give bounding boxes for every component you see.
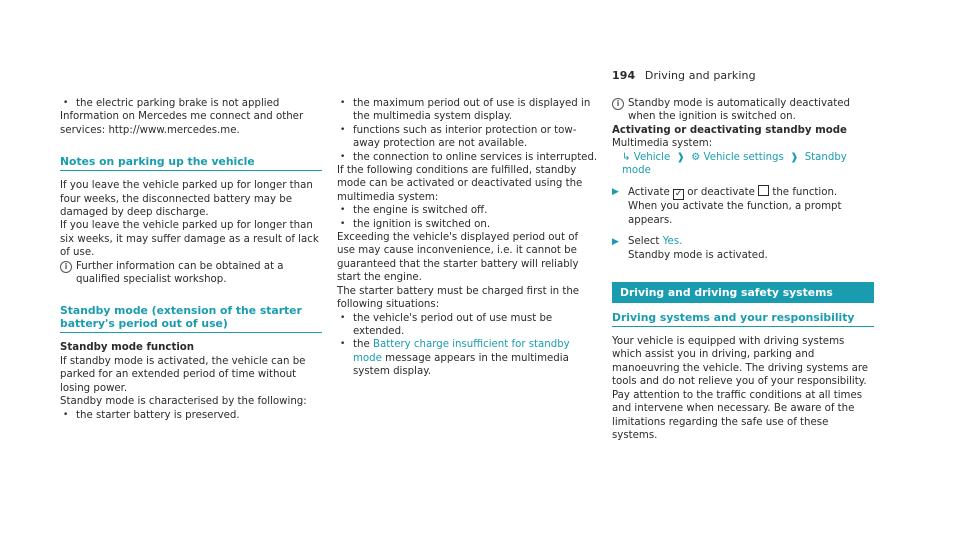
- paragraph: If you leave the vehicle parked up for longer than six weeks, it may suffer damage as a result of lack of use.: [60, 220, 319, 259]
- note-block: [60, 260, 322, 287]
- subheading-activate: Activating or deactivating standby mode: [612, 124, 847, 136]
- page-header: [612, 69, 756, 82]
- section-heading-parking: Notes on parking up the vehicle: [60, 155, 322, 171]
- info-icon: i: [60, 261, 72, 273]
- checked-box-icon: ✓: [674, 189, 683, 200]
- step-activate: ▶ Activate ✓ or deactivate the function. When you activate the function, a prompt appears.: [612, 187, 842, 226]
- message-link[interactable]: Battery charge insufficient for standby mode: [353, 339, 570, 364]
- navigation-path: [612, 151, 874, 178]
- column-middle: [337, 97, 599, 379]
- section-heading-responsibility: Driving systems and your responsibility: [612, 311, 874, 327]
- step-text: Standby mode is activated.: [628, 249, 768, 261]
- list-item: • the connection to online services is interrupted.: [337, 151, 599, 164]
- note-block: [612, 97, 874, 124]
- triangle-step-icon: ▶: [612, 187, 619, 198]
- nav-vehicle-settings[interactable]: Vehicle settings: [703, 151, 784, 163]
- paragraph: Standby mode is characterised by the following:: [60, 396, 307, 408]
- car-settings-icon: ⚙: [691, 151, 701, 163]
- list-item: • the electric parking brake is not applied: [60, 97, 322, 110]
- multimedia-label: Multimedia system:: [612, 138, 713, 150]
- step-select: ▶ Select Yes. Standby mode is activated.: [612, 236, 768, 261]
- paragraph: The starter battery must be charged first in the following situations:: [337, 285, 580, 311]
- list-item: • the engine is switched off.: [337, 204, 599, 217]
- info-icon: i: [612, 98, 624, 110]
- list-item: • the Battery charge insufficient for standby mode message appears in the multimedia system display.: [337, 338, 599, 378]
- unchecked-box-icon: [758, 185, 769, 196]
- column-right: [612, 97, 874, 442]
- step-text: When you activate the function, a prompt appears.: [628, 201, 842, 226]
- nav-vehicle[interactable]: Vehicle: [633, 151, 671, 163]
- paragraph: Exceeding the vehicle's displayed period out of use may cause inconvenience, i.e. it cannot be guaranteed that the starter battery will reliably start the engine.: [337, 232, 579, 284]
- nav-standby-mode[interactable]: Standby mode: [622, 151, 847, 177]
- note-text: Further information can be obtained at a qualified specialist workshop.: [76, 260, 284, 286]
- list-item: • the vehicle's period out of use must be extended.: [337, 312, 599, 339]
- section-banner: Driving and driving safety systems: [612, 282, 874, 303]
- paragraph: If you leave the vehicle parked up for longer than four weeks, the disconnected battery may be damaged by deep discharge.: [60, 180, 313, 219]
- list-item: • functions such as interior protection or tow-away protection are not available.: [337, 124, 599, 151]
- double-chevron-icon: ❱: [790, 151, 799, 163]
- info-paragraph: Information on Mercedes me connect and other services: http://www.mercedes.me.: [60, 111, 304, 136]
- paragraph: Your vehicle is equipped with driving systems which assist you in driving, parking and manoeuvring the vehicle. The driving systems are tools and do not relieve you of your responsibility. Pay attention to the traffic conditions at all times and intervene when necessary. Be aware of the limitations regarding the safe use of these systems.: [612, 336, 869, 441]
- subheading-function: Standby mode function: [60, 342, 195, 354]
- list-item: • the maximum period out of use is displayed in the multimedia system display.: [337, 97, 599, 124]
- paragraph: If the following conditions are fulfilled, standby mode can be activated or deactivated using the multimedia system:: [337, 165, 583, 203]
- triangle-step-icon: ▶: [612, 237, 619, 248]
- list-item: • the ignition is switched on.: [337, 218, 599, 231]
- paragraph: If standby mode is activated, the vehicle can be parked for an extended period of time without losing power.: [60, 355, 306, 394]
- return-arrow-icon: ↳: [622, 151, 631, 163]
- page-number: 194: [612, 69, 636, 82]
- list-item: • the starter battery is preserved.: [60, 409, 322, 422]
- column-left: [60, 97, 322, 422]
- page-section-title: Driving and parking: [644, 69, 756, 82]
- section-heading-standby: Standby mode (extension of the starter battery's period out of use): [60, 304, 322, 333]
- double-chevron-icon: ❱: [676, 151, 685, 163]
- yes-option[interactable]: Yes.: [662, 236, 683, 248]
- note-text: Standby mode is automatically deactivated when the ignition is switched on.: [628, 98, 850, 123]
